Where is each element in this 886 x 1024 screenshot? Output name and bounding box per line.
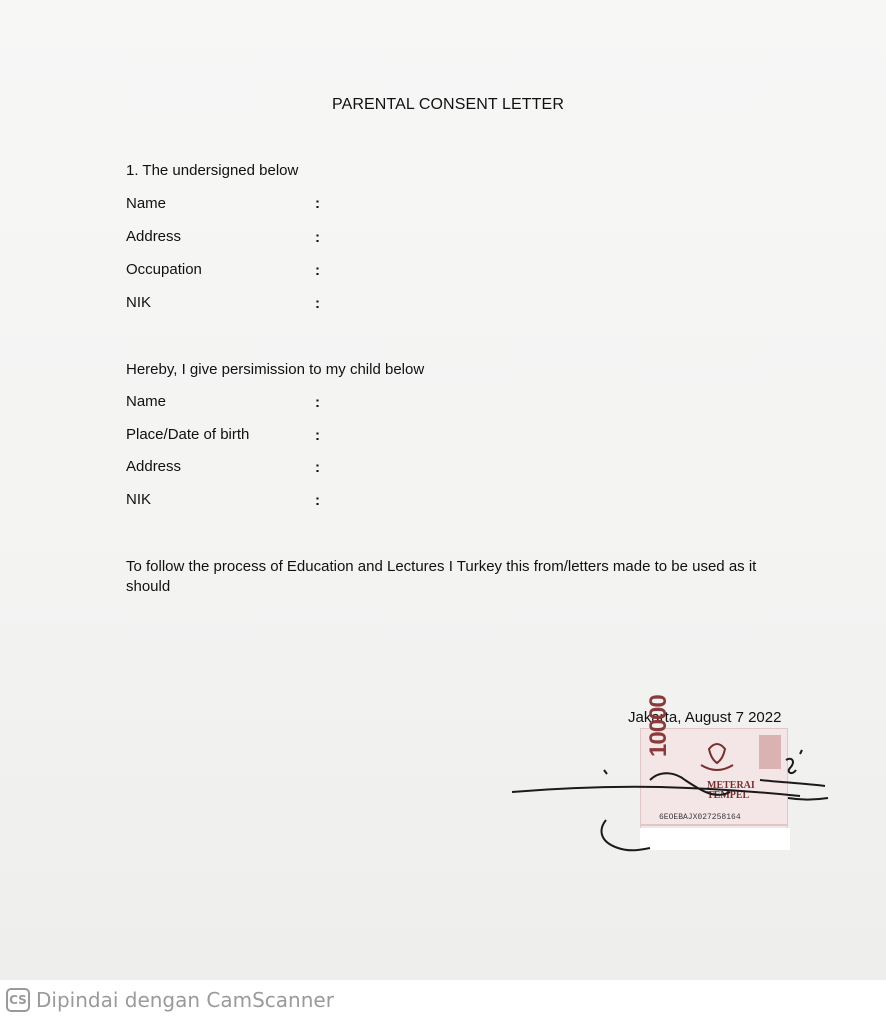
place-date: Jakarta, August 7 2022 xyxy=(628,709,782,726)
camscanner-logo-icon: CS xyxy=(6,988,30,1012)
camscanner-watermark xyxy=(6,985,334,1015)
parent-occupation-label: Occupation xyxy=(126,261,202,278)
child-name-colon: : xyxy=(315,394,320,411)
child-address-label: Address xyxy=(126,458,182,475)
letter-title: PARENTAL CONSENT LETTER xyxy=(332,96,564,113)
section1-heading: 1. The undersigned below xyxy=(126,162,299,179)
watermark-text: Dipindai dengan CamScanner xyxy=(36,988,334,1012)
signature xyxy=(500,730,840,860)
stamp-label-line1: METERAI xyxy=(707,780,755,791)
child-birth-label: Place/Date of birth xyxy=(126,426,250,443)
parent-nik-label: NIK xyxy=(126,294,152,311)
child-nik-label: NIK xyxy=(126,491,152,508)
section2-heading: Hereby, I give persimission to my child below xyxy=(126,361,425,378)
closing-paragraph: To follow the process of Education and Lectures I Turkey this from/letters made to be used as it should xyxy=(126,558,757,595)
child-nik-colon: : xyxy=(315,492,320,509)
parent-nik-colon: : xyxy=(315,295,320,312)
parent-address-label: Address xyxy=(126,228,182,245)
stamp-label-line2: TEMPEL xyxy=(707,790,750,801)
child-address-colon: : xyxy=(315,459,320,476)
child-birth-colon: : xyxy=(315,427,320,444)
parent-name-colon: : xyxy=(315,195,320,212)
child-name-label: Name xyxy=(126,393,167,410)
stamp-value: 10000 xyxy=(645,695,672,757)
stamp-serial: 6EOEBAJX027258164 xyxy=(659,813,741,822)
parent-address-colon: : xyxy=(315,229,320,246)
parent-occupation-colon: : xyxy=(315,262,320,279)
parent-name-label: Name xyxy=(126,195,167,212)
